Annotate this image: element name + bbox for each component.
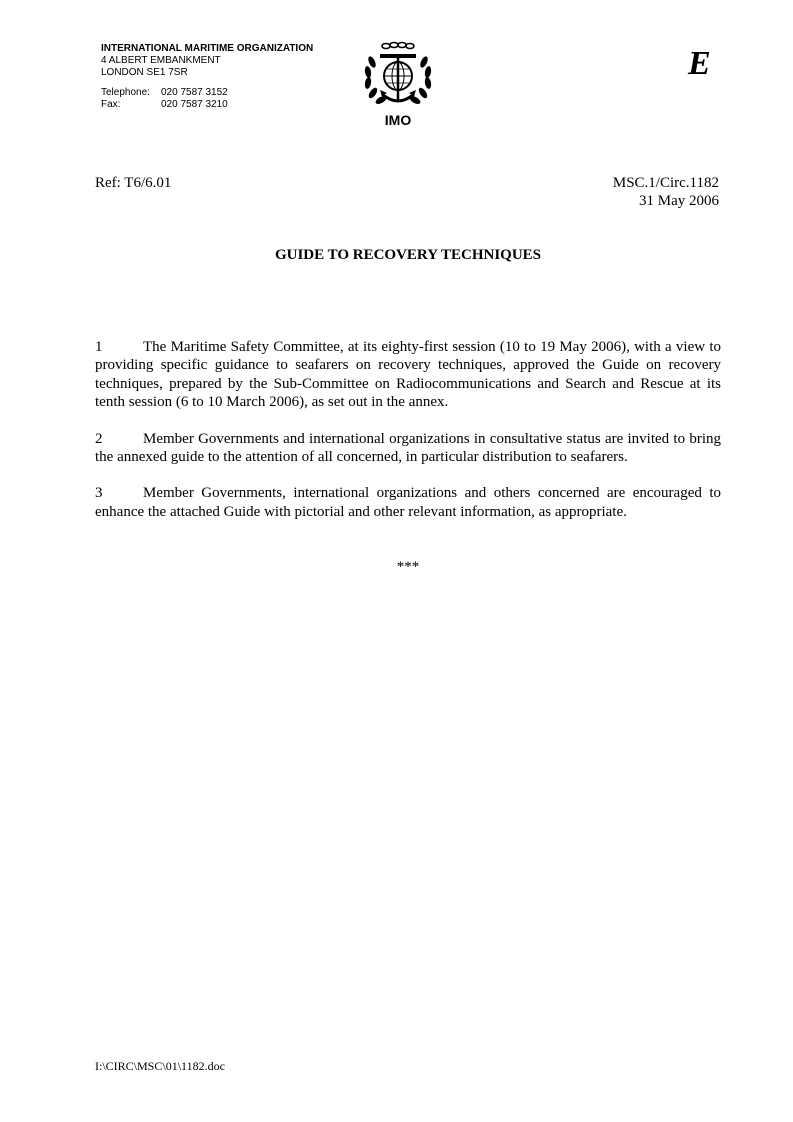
fax-value: 020 7587 3210 <box>161 99 228 110</box>
address-line-2: LONDON SE1 7SR <box>101 67 188 78</box>
footer-file-path: I:\CIRC\MSC\01\1182.doc <box>95 1059 225 1073</box>
paragraph-number: 2 <box>95 430 103 447</box>
language-marker: E <box>688 45 711 82</box>
circular-info <box>613 174 719 210</box>
paragraph-text: Member Governments and international organizations in consultative status are invited to bring the annexed guide to the attention of all concerned, in particular distribution to seafarers. <box>95 430 721 466</box>
contact-block <box>101 87 313 111</box>
org-name: INTERNATIONAL MARITIME ORGANIZATION <box>101 43 314 54</box>
paragraph <box>95 430 721 467</box>
telephone-value: 020 7587 3152 <box>161 87 228 98</box>
imo-emblem <box>352 40 444 138</box>
paragraph-text: The Maritime Safety Committee, at its eighty-first session (10 to 19 May 2006), with a view to providing specific guidance to seafarers on recovery techniques, approved the Guide on recovery techniques, prepared by the Sub-Committee on Radiocommunications and Search and Rescue at its tenth session (6 to 10 March 2006), as set out in the annex. <box>95 339 721 411</box>
paragraph-number: 3 <box>95 485 103 502</box>
imo-emblem-icon <box>358 40 438 110</box>
address-line-1: 4 ALBERT EMBANKMENT <box>101 55 221 66</box>
circular-date: 31 May 2006 <box>639 193 719 209</box>
document-title: GUIDE TO RECOVERY TECHNIQUES <box>274 247 542 263</box>
imo-label: IMO <box>384 112 412 128</box>
paragraph-number: 1 <box>95 339 103 355</box>
paragraph <box>95 338 721 412</box>
fax-row <box>101 99 313 111</box>
circular-number: MSC.1/Circ.1182 <box>612 175 719 191</box>
paragraph-text: Member Governments, international organizations and others concerned are encouraged to enhance the attached Guide with pictorial and other relevant information, as appropriate. <box>95 485 721 520</box>
fax-label: Fax: <box>101 99 121 110</box>
org-address-block <box>101 43 313 111</box>
telephone-row <box>101 87 313 99</box>
paragraph <box>95 484 721 521</box>
document-body <box>95 338 721 539</box>
telephone-label: Telephone: <box>101 87 150 98</box>
reference: Ref: T6/6.01 <box>95 175 172 191</box>
separator: *** <box>396 559 420 575</box>
